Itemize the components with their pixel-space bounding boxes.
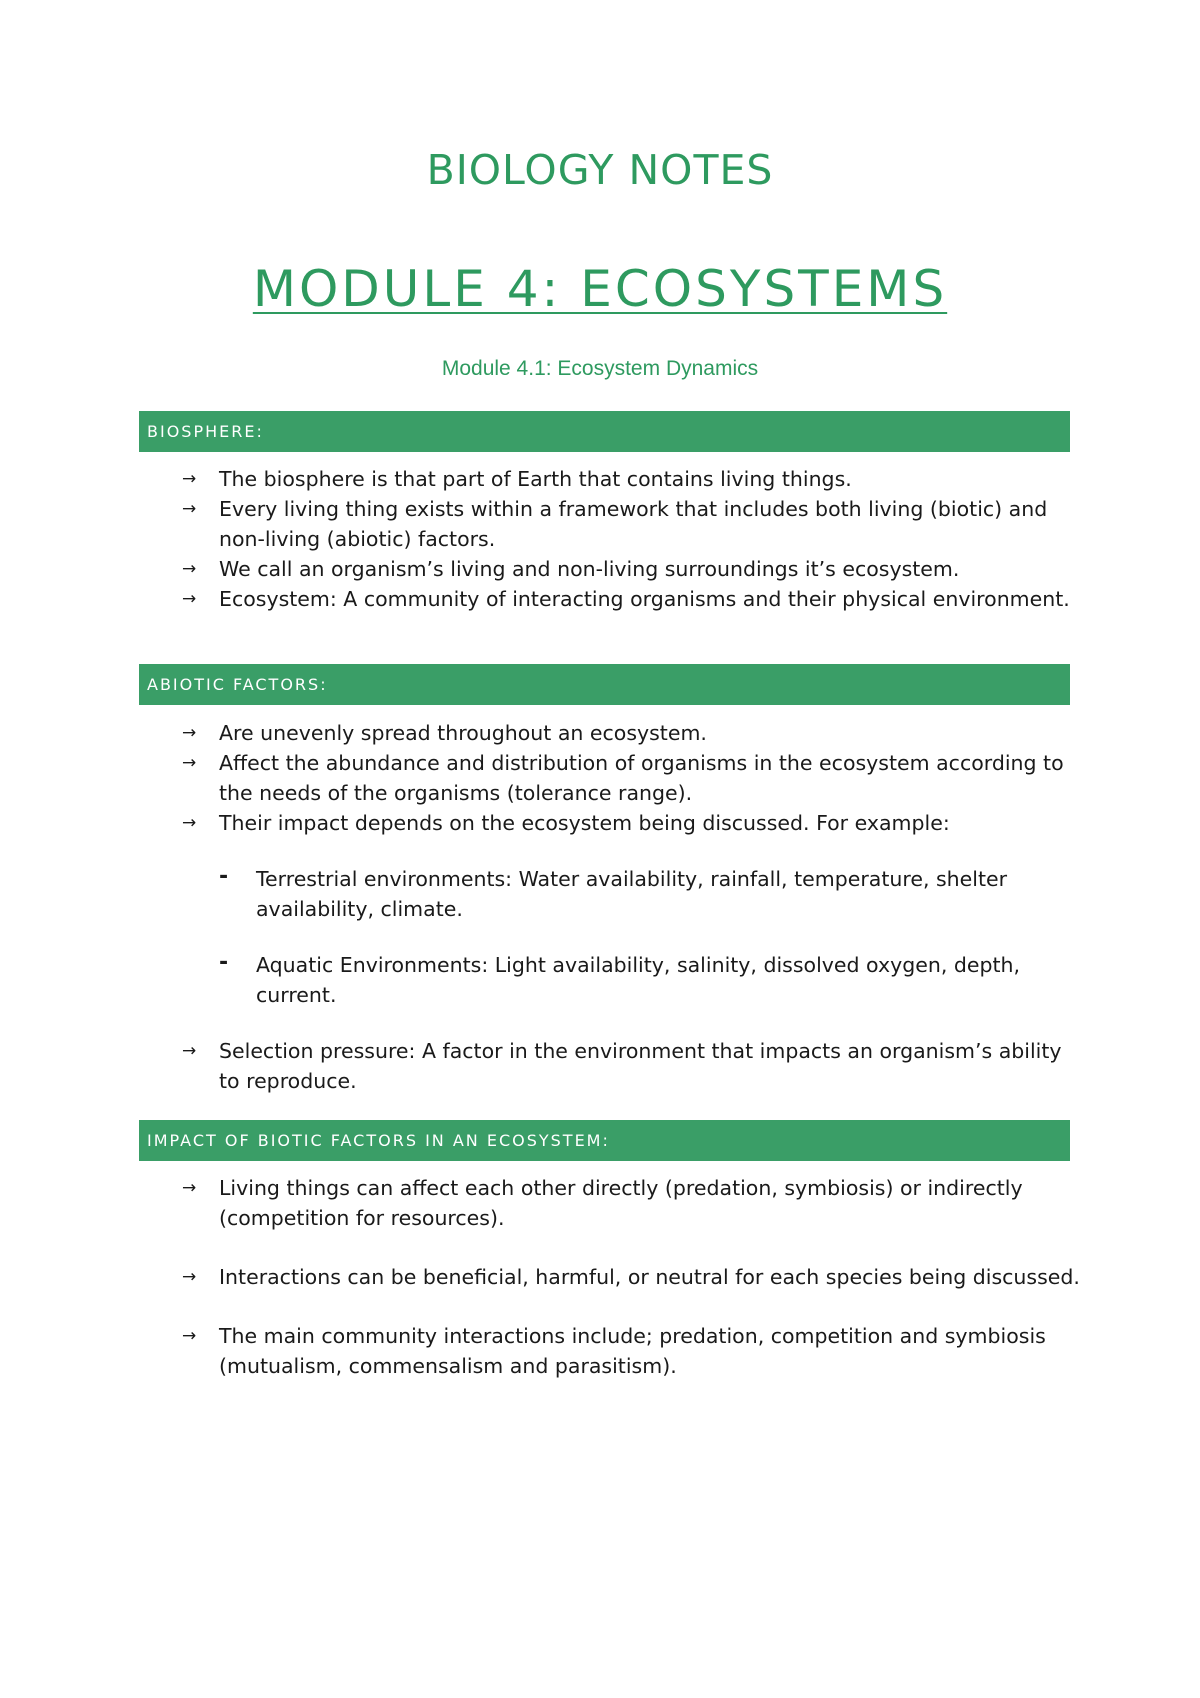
abiotic-factors-list [180, 718, 1080, 1096]
list-item-text: Their impact depends on the ecosystem being discussed. For example: [219, 811, 950, 835]
arrow-right-icon: → [182, 1178, 197, 1198]
arrow-right-icon: → [182, 589, 197, 609]
arrow-right-icon: → [182, 499, 197, 519]
list-item [180, 718, 1080, 748]
list-item [180, 808, 1080, 1010]
list-item [180, 554, 1080, 584]
biosphere-list [180, 464, 1080, 614]
dash-icon: - [219, 864, 229, 889]
list-item [180, 1262, 1080, 1292]
module-subtitle: Module 4.1: Ecosystem Dynamics [441, 357, 759, 380]
section-header-biotic-factors: IMPACT OF BIOTIC FACTORS IN AN ECOSYSTEM: [139, 1120, 1070, 1161]
example-sub-list [219, 864, 1080, 1010]
biotic-factors-list [180, 1173, 1080, 1381]
sub-list-item [219, 950, 1080, 1010]
arrow-right-icon: → [182, 1041, 197, 1061]
list-item-text: Every living thing exists within a framework that includes both living (biotic) and non-living (abiotic) factors. [219, 497, 1048, 551]
list-item-text: The biosphere is that part of Earth that contains living things. [219, 467, 852, 491]
list-item-text: Selection pressure: A factor in the environment that impacts an organism’s ability to reproduce. [219, 1039, 1062, 1093]
list-item-text: Interactions can be beneficial, harmful, or neutral for each species being discussed. [219, 1265, 1080, 1289]
arrow-right-icon: → [182, 723, 197, 743]
list-item [180, 464, 1080, 494]
list-item-text: The main community interactions include; predation, competition and symbiosis (mutualism, commensalism and parasitism). [219, 1324, 1046, 1378]
list-item-text: Affect the abundance and distribution of organisms in the ecosystem according to the needs of the organisms (tolerance range). [219, 751, 1064, 805]
list-item-text: We call an organism’s living and non-living surroundings it’s ecosystem. [219, 557, 960, 581]
arrow-right-icon: → [182, 1326, 197, 1346]
list-item-text: Ecosystem: A community of interacting organisms and their physical environment. [219, 587, 1070, 611]
arrow-right-icon: → [182, 559, 197, 579]
section-header-abiotic-factors: ABIOTIC FACTORS: [139, 664, 1070, 705]
dash-icon: - [219, 950, 229, 975]
arrow-right-icon: → [182, 753, 197, 773]
list-item [180, 494, 1080, 554]
arrow-right-icon: → [182, 469, 197, 489]
list-item-text: Are unevenly spread throughout an ecosystem. [219, 721, 707, 745]
list-item [180, 1321, 1080, 1381]
list-item [180, 584, 1080, 614]
list-item [180, 1036, 1080, 1096]
section-header-biosphere: BIOSPHERE: [139, 411, 1070, 452]
arrow-right-icon: → [182, 813, 197, 833]
sub-list-item-text: Terrestrial environments: Water availability, rainfall, temperature, shelter availability, climate. [256, 867, 1008, 921]
document-title: BIOLOGY NOTES [426, 146, 774, 194]
list-item [180, 748, 1080, 808]
list-item-text: Living things can affect each other directly (predation, symbiosis) or indirectly (competition for resources). [219, 1176, 1023, 1230]
list-item [180, 1173, 1080, 1233]
sub-list-item [219, 864, 1080, 924]
sub-list-item-text: Aquatic Environments: Light availability, salinity, dissolved oxygen, depth, current. [256, 953, 1021, 1007]
module-title: MODULE 4: ECOSYSTEMS [252, 260, 948, 318]
arrow-right-icon: → [182, 1267, 197, 1287]
